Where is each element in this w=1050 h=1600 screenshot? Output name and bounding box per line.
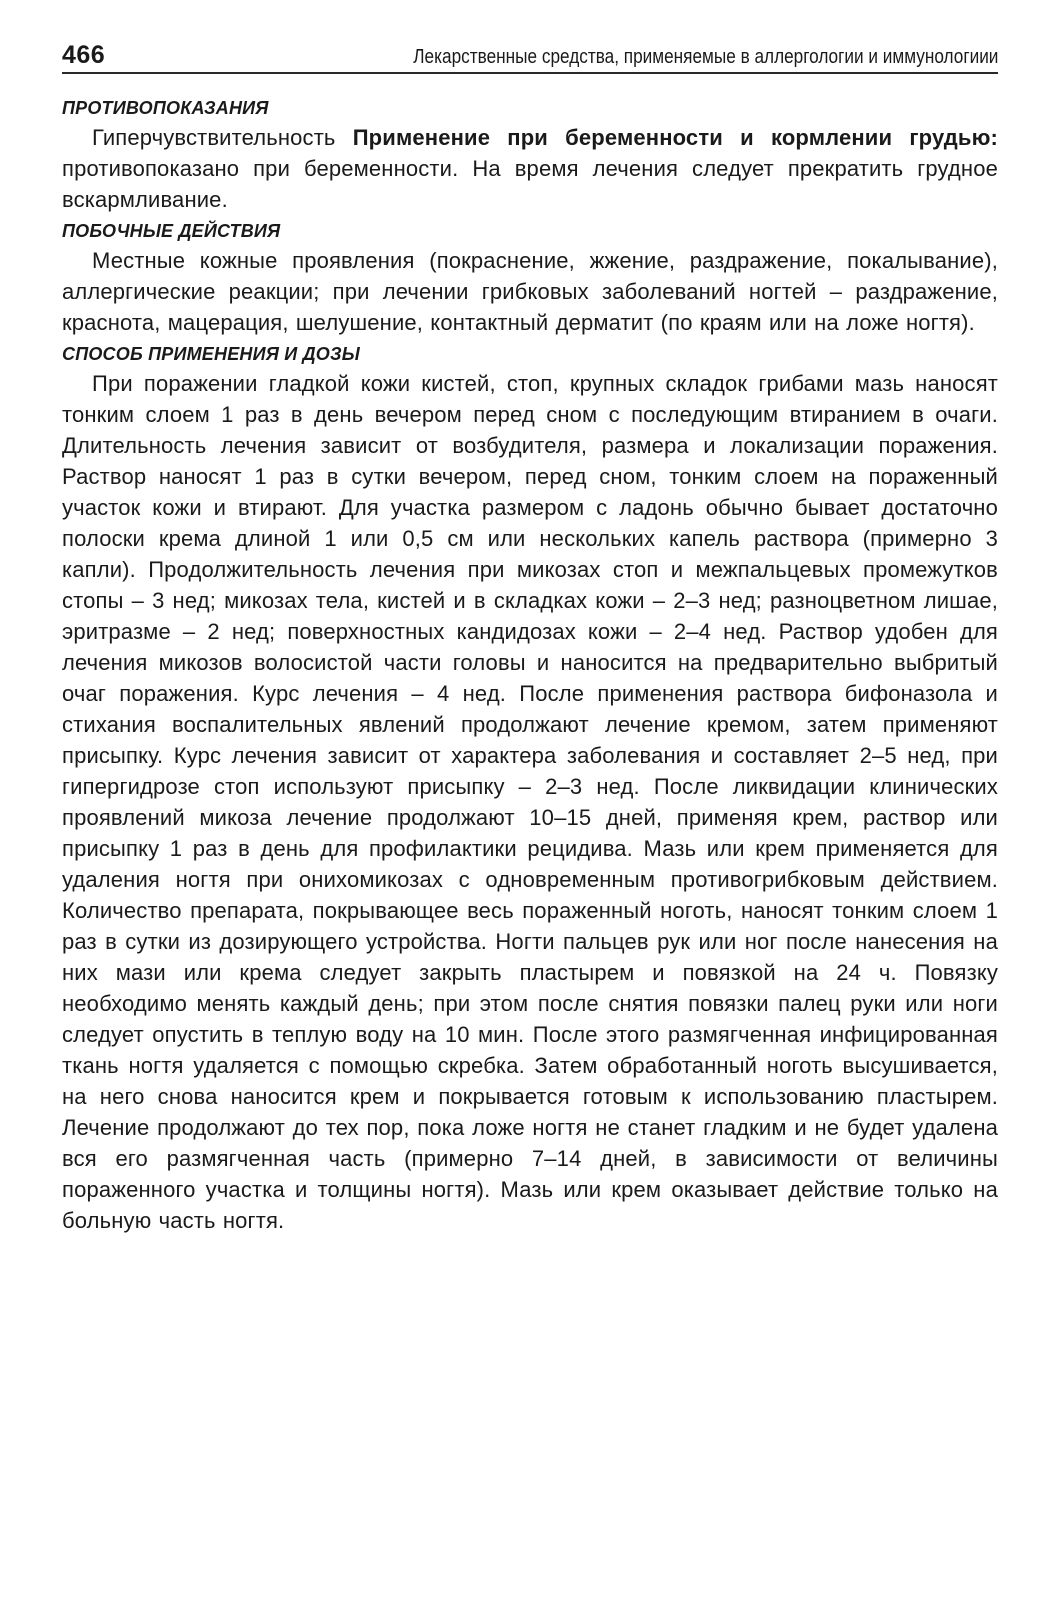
- pregnancy-lactation-label: Применение при беременности и кормлении грудью:: [352, 125, 998, 150]
- page-number: 466: [62, 41, 106, 69]
- running-title: Лекарственные средства, применяемые в аллергологии и иммунологиии: [412, 46, 998, 68]
- contraindications-text-start: Гиперчувствительность: [92, 125, 353, 150]
- contraindications-heading: ПРОТИВОПОКАЗАНИЯ: [62, 98, 269, 118]
- dosage-paragraph: При поражении гладкой кожи кистей, стоп, крупных складок грибами мазь наносят тонким слоем 1 раз в день вечером перед сном с последующим втиранием в очаги. Длительность лечения зависит от возбудителя, размера и локализации поражения. Раствор наносят 1 раз в сутки вечером, перед сном, тонким слоем на пораженный участок кожи и втирают. Для участка размером с ладонь обычно бывает достаточно полоски крема длиной 1 или 0,5 см или нескольких капель раствора (примерно 3 капли). Продолжительность лечения при микозах стоп и межпальцевых промежутков стопы – 3 нед; микозах тела, кистей и в складках кожи – 2–3 нед; разноцветном лишае, эритразме – 2 нед; поверхностных кандидозах кожи – 2–4 нед. Раствор удобен для лечения микозов волосистой части головы и наносится на предварительно выбритый очаг поражения. Курс лечения – 4 нед. После применения раствора бифоназола и стихания воспалительных явлений продолжают лечение кремом, затем применяют присыпку. Курс лечения зависит от характера заболевания и составляет 2–5 нед, при гипергидрозе стоп используют присыпку – 2–3 нед. После ликвидации клинических проявлений микоза лечение продолжают 10–15 дней, применяя крем, раствор или присыпку 1 раз в день для профилактики рецидива. Мазь или крем применяется для удаления ногтя при онихомикозах с одновременным противогрибковым действием. Количество препарата, покрывающее весь пораженный ноготь, наносят тонким слоем 1 раз в сутки из дозирующего устройства. Ногти пальцев рук или ног после нанесения на них мази или крема следует закрыть пластырем и повязкой на 24 ч. Повязку необходимо менять каждый день; при этом после снятия повязки палец руки или ноги следует опустить в теплую воду на 10 мин. После этого размягченная инфицированная ткань ногтя удаляется с помощью скребка. Затем обработанный ноготь высушивается, на него снова наносится крем и покрывается готовым к использованию пластырем. Лечение продолжают до тех пор, пока ложе ногтя не станет гладким и не будет удалена вся его размягченная часть (примерно 7–14 дней, в зависимости от величины пораженного участка и толщины ногтя). Мазь или крем оказывает действие только на больную часть ногтя.: [62, 371, 998, 1233]
- book-page: [62, 30, 998, 1240]
- contraindications-paragraph: [62, 122, 998, 215]
- page-content: [62, 96, 998, 1236]
- side-effects-paragraph: Местные кожные проявления (покраснение, жжение, раздражение, покалывание), аллергические реакции; при лечении грибковых заболеваний ногтей – раздражение, краснота, мацерация, шелушение, контактный дерматит (по краям или на ложе ногтя).: [62, 248, 998, 335]
- side-effects-heading: ПОБОЧНЫЕ ДЕЙСТВИЯ: [62, 221, 281, 241]
- dosage-heading: СПОСОБ ПРИМЕНЕНИЯ И ДОЗЫ: [62, 344, 360, 364]
- page-header: [62, 30, 998, 74]
- contraindications-text-end: противопоказано при беременности. На время лечения следует прекратить грудное вскармливание.: [62, 156, 998, 212]
